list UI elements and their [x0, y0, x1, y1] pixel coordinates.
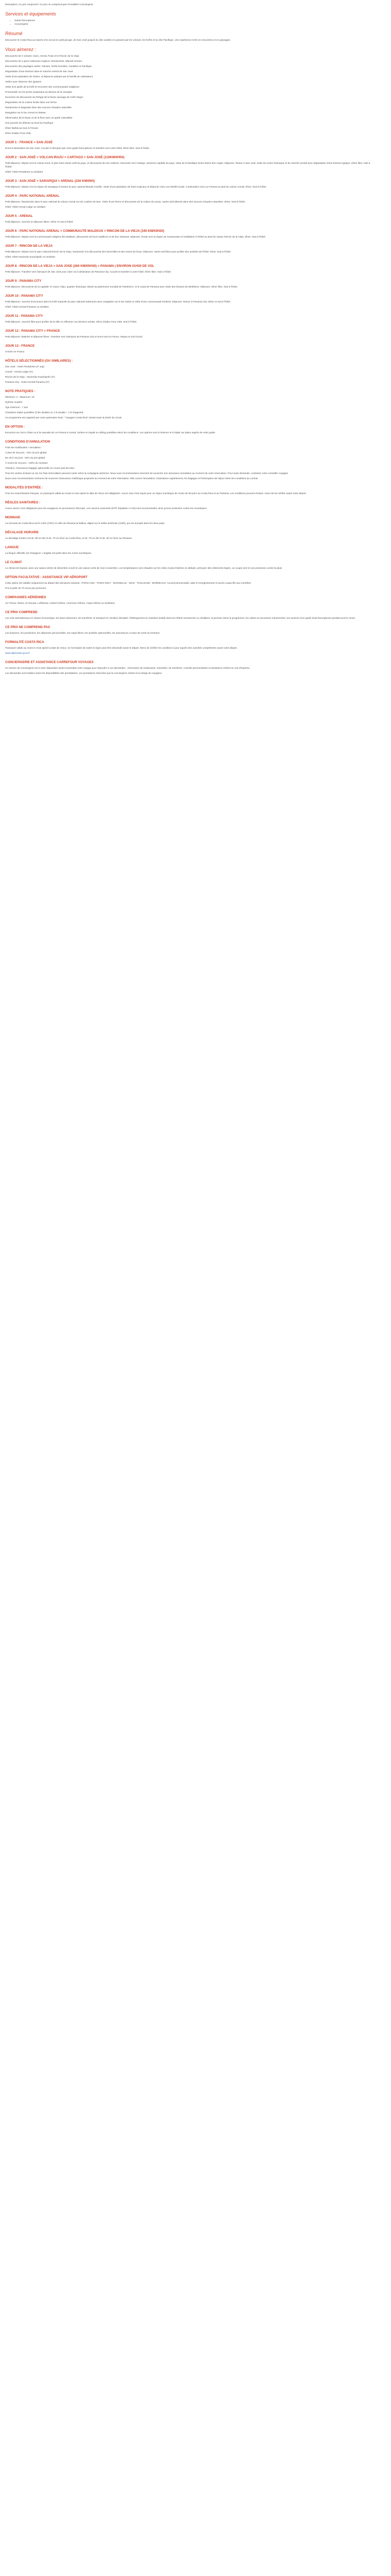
condition-item: Attention, l'assurance bagage optionnelle ne couvre pas les frais. [5, 467, 75, 469]
day-title: JOUR 12 : PANAMA CITY > FRANCE [5, 329, 60, 333]
formalities-link[interactable]: www.diplomatie.gouv.fr [5, 652, 30, 654]
program-item: Promenade sur les ponts suspendus au-dessus de la canopée [5, 91, 72, 93]
program-item: Découverte des paysages variés: Volcans, forêts humides, Caraïbes et Pacifique [5, 65, 92, 67]
day-text: Petit-déjeuner. Départ vers le parc national Rincón de la Vieja, randonnée à la découverte des fumerolles et des mares de boue. Déjeuner. Après-midi libre pour profiter des activités de l'hôtel. Dîner. Nuit à l'hôtel. [5, 250, 231, 253]
day-title: JOUR 1 : FRANCE > SAN JOSÉ [5, 141, 53, 144]
concierge-text-2: Les demandes sont traitées selon les disponibilités des prestataires. Les prestations réservées par la conciergerie restent à la charge du voyageur. [5, 672, 162, 674]
program-item: Dîner Barbecue tous à l'Ocean [5, 127, 38, 129]
hotel-item: Rincón de la Vieja : Hacienda Guachipelín (3*) [5, 376, 55, 378]
services-title: Services et équipements [5, 11, 56, 16]
day-title: JOUR 10 : PANAMA CITY [5, 294, 43, 298]
day-text: Envol à destination de San José. Accueil à l'aéroport par votre guide francophone et transfert vers votre hôtel. Dîner libre. Nuit à l'hôtel. [5, 147, 150, 149]
excludes-text: Les boissons, les pourboires, les dépenses personnelles, les repas libres, les activités optionnelles, les assurances, la taxe de sortie du territoire. [5, 632, 160, 634]
note-item: Âge minimum : 7 ans [5, 406, 28, 409]
program-title: Vous aimerez : [5, 47, 36, 52]
day-text: Petit-déjeuner. Journée d'excursion dans la forêt tropicale du parc national Soberanía avec navigation sur le lac Gatún et visite d'une communauté Emberá. Déjeuner. Retour à Panama City. Dîner et nuit à l'hôtel. [5, 300, 231, 303]
program-list [5, 54, 376, 135]
timezone-text: Le décalage horaire est de -8h en été et de -7h en hiver au Costa Rica, et de -7h en été et de -6h en hiver au Panama. [5, 537, 133, 539]
day-title: JOUR 11 : PANAMA CITY [5, 314, 43, 318]
day-text: Petit-déjeuner. Découverte de la capitale: le Casco Viejo, quartier historique classé au patrimoine mondial de l'UNESCO, et le canal de Panama avec visite des écluses de Miraflores. Déjeuner. Dîner libre. Nuit à l'hôtel. [5, 285, 238, 288]
day-text: Arrivée en France. [5, 350, 25, 353]
program-item: Une journée de détente au bord du Pacifique [5, 122, 54, 124]
formalities-text: Passeport valide au moins 6 mois après la date de retour. Un formulaire de santé en ligne peut être demandé avant le départ. Merci de vérifier les conditions à jour auprès des autorités compétentes avant votre départ. [5, 647, 237, 649]
program-item: Dîner d'adieu Pura Vida [5, 132, 31, 134]
days-section [5, 140, 376, 353]
day-hotel: Hôtel: Hôtel Arenal Lodge ou similaire [5, 206, 46, 208]
currency-title: MONNAIE [5, 516, 21, 519]
day-title: JOUR 7 : RINCON DE LA VIEJA [5, 244, 53, 248]
conditions-text: Pour les ventes incluant un vol, les frais d'annulation peuvent varier selon la compagnie aérienne. Nous vous recommandons vivement de souscrire une assurance annulation au moment de votre réservation. Pour toute demande, contactez votre conseiller voyages. [5, 472, 289, 474]
day-text: Petit-déjeuner. Journée et déjeuner libres. Dîner et nuit à l'hôtel. [5, 221, 74, 223]
hotel-item: Panama City : Hotel Central Panama (4*) [5, 381, 50, 383]
excludes-title: CE PRIX NE COMPREND PAS [5, 625, 50, 629]
timezone-title: DÉCALAGE HORAIRE [5, 531, 39, 534]
day-title: JOUR 2 : SAN JOSÉ > VOLCAN IRAZU > CARTAGO > SAN JOSÉ (110KM/0H50) [5, 156, 125, 159]
program-item: Visite d'un jardin de la forêt et rencontre des communautés indigènes [5, 86, 79, 88]
day-title: JOUR 6 : PARC NATIONAL ARENAL > COMMUNAUTÉ MALEKUS > RINCON DE LA VIEJA (195 KM/03H20) [5, 229, 165, 233]
formalities-title: FORMALITÉ COSTA RICA [5, 640, 44, 644]
language-title: LANGUE [5, 546, 19, 549]
note-item: Minimum: 2 - Maximum: 16 [5, 396, 35, 398]
hotels-list [5, 365, 376, 384]
resume-title: Résumé [5, 31, 23, 36]
hotels-title: HÔTELS SÉLECTIONNÉS (OU SIMILAIRES) : [5, 359, 73, 363]
program-item: Randonnée et baignade dans des sources chaudes naturelles [5, 106, 72, 109]
condition-item: À moins de 15 jours : 100% du montant [5, 462, 48, 464]
airport-text: Cette option est valable uniquement au départ des aéroports suivants : PARIS CDG - PARIS ORLY - MARSEILLE - NICE - TOULOUSE - BORDEAUX. Accueil personnalisé, aide à l'enregistrement et accès coupe-file aux contrôles. [5, 582, 252, 584]
program-item: Dégustation d'une boisson dans le marché central de San José [5, 70, 73, 73]
day-hotel: Hôtel: Hôtel Presidente ou similaire [5, 171, 43, 173]
day-text: Petit-déjeuner. Départ vers le volcan Irazú, le plus haut volcan actif du pays, et découverte de ses cratères. Descente vers Cartago, ancienne capitale du pays, visite de la basilique Notre-Dame des Anges. Déjeuner. Retour à San José, visite du centre historique et du marché central avec dégustation d'une boisson typique. Dîner libre. Nuit à l'hôtel. [5, 162, 370, 168]
conditions-list [5, 446, 376, 470]
condition-item: À plus de 30 jours : 15% du prix global [5, 451, 46, 454]
availability-title: MODALITÉS D'ENTRÉE : [5, 486, 43, 489]
health-text: Aucun vaccin n'est obligatoire pour les voyageurs en provenance d'Europe. Les vaccins universels (DTP, hépatites A et B) sont recommandés, ainsi qu'une protection contre les moustiques. [5, 507, 207, 510]
includes-text: Les vols internationaux en classe économique, les taxes aériennes, les transferts, le transport en minibus climatisé, l'hébergement en chambre double dans les hôtels mentionnés ou similaires, la pension selon le programme, les visites et excursions mentionnées, les services d'un guide local francophone pendant tout le circuit. [5, 617, 355, 619]
insurance-text: Nous vous recommandons vivement de souscrire l'assurance multirisque proposée au moment de votre réservation. Elle couvre l'annulation, l'assistance rapatriement, les bagages et l'interruption de séjour selon les conditions du contrat. [5, 477, 258, 480]
condition-item: De 30 à 15 jours : 50% du prix global [5, 456, 45, 459]
condition-item: Frais de modification / annulation : [5, 446, 42, 449]
day-text: Petit-déjeuner. Journée libre pour profiter de la ville ou effectuer vos derniers achats. Dîner d'adieu Pura Vida. Nuit à l'hôtel. [5, 320, 137, 323]
note-item: Rythme modéré [5, 401, 23, 403]
concierge-title: CONCIERGERIE ET ASSISTANCE CARREFOUR VOYAGES [5, 660, 94, 664]
service-item: • Guide francophone [14, 19, 376, 22]
day-text: Petit-déjeuner. Départ vers la communauté indigène des Malekus, découverte de leurs traditions et de leur artisanat. Déjeuner. Route vers la région du Guanacaste et installation à l'hôtel au pied du volcan Rincón de la Vieja. Dîner. Nuit à l'hôtel. [5, 235, 266, 238]
program-item: Découverte de 3 volcans: Irazú, Arenal, Poás et le Rincón de la Vieja [5, 55, 79, 57]
day-title: JOUR 8 : RINCON DE LA VIEJA > SAN JOSE (260 KM/05H30) > PANAMA | ENVIRON 01H30 DE VOL [5, 264, 155, 268]
day-title: JOUR 4 : PARC NATIONAL ARENAL [5, 194, 60, 198]
currency-text: La monnaie du Costa Rica est le colón (CRC) et celle du Panama le balboa, aligné sur le dollar américain (USD), qui est accepté dans les deux pays. [5, 522, 166, 524]
day-text: Petit-déjeuner. Randonnée dans le parc national du volcan Arenal sur les coulées de lave. Visite d'une ferme et découverte de la culture du cacao. Après-midi détente dans des sources chaudes naturelles. Dîner. Nuit à l'hôtel. [5, 200, 246, 203]
program-item: Visite d'une plantation de mixtes, et déjeuner préparé par la famille de cultivateurs [5, 75, 93, 78]
day-title: JOUR 5 : ARENAL [5, 214, 33, 218]
page [0, 0, 381, 687]
services-list [5, 19, 376, 26]
hotel-item: Arenal : Arenal Lodge (3*) [5, 370, 33, 373]
includes-title: CE PRIX COMPREND [5, 611, 38, 614]
airlines-title: COMPAGNIES AÉRIENNES [5, 596, 46, 599]
airport-title: OPTION FACULTATIVE : ASSISTANCE VIP AÉROPORT [5, 575, 88, 579]
availability-text: Pour les ressortissants français, un passeport valide au moins 6 mois après la date de retour est obligatoire. Aucun visa n'est requis pour un séjour touristique de moins de 90 jours au Costa Rica et au Panama. Les conditions peuvent évoluer, merci de les vérifier avant votre départ. [5, 492, 307, 495]
day-title: JOUR 3 : SAN JOSÉ > SARAPIQUI > ARENAL (230 KM/05H) [5, 179, 95, 183]
day-text: Petit-déjeuner. Matinée et déjeuner libres. Transfert vers l'aéroport de Panama City et envol vers la France. Repas et nuit à bord. [5, 335, 143, 338]
language-text: La langue officielle est l'espagnol. L'anglais est parlé dans les zones touristiques. [5, 552, 92, 554]
conditions-title: CONDITIONS D'ANNULATION [5, 440, 50, 444]
health-title: RÈGLES SANITAIRES : [5, 501, 40, 504]
note-item: Ce programme est organisé par notre partenaire local : "Voyages Costa Rica" durant toute la durée du circuit. [5, 416, 122, 419]
notes-list [5, 395, 376, 419]
airport-price: Prix à partir de 70 euros par personne. [5, 587, 47, 589]
program-item: Navigation sur le lac Arenal en bateau [5, 111, 46, 114]
day-hotel: Hôtel: Hôtel Hacienda Guachipelín ou similaire [5, 256, 55, 258]
resume-text: Découvrez le Costa Rica au travers d'un circuit en petit groupe, de San José jusqu'à la côte caraïbe en passant par les volcans, les forêts et la côte Pacifique. Une expérience riche en rencontres et en paysages. [5, 39, 231, 41]
program-item: Observation de la faune et de la flore avec un guide naturaliste [5, 116, 73, 119]
day-hotel: Hôtel: Hôtel Central Panama ou similaire [5, 306, 49, 308]
day-title: JOUR 9 : PANAMA CITY [5, 279, 42, 283]
intro-text: Description: Ce prix comprend / Ce prix ne comprend pas Formalités Conciergerie [5, 3, 93, 6]
airlines-text: Air France, Iberia, Air Europa, Lufthansa, United Airlines, American Airlines, Copa Airlines ou similaires. [5, 602, 116, 604]
notes-title: NOTE PRATIQUES : [5, 389, 36, 393]
note-item: Chambres triples possibles (2 lits doubles ou 1 lit double + 1 lit d'appoint) [5, 411, 84, 414]
program-item: Découverte de 2 parcs nationaux majeurs: Monteverde, Manuel Antonio [5, 60, 83, 62]
options-text: Excursion au Cerro Chato ou à la cascade de La Fortuna à Arenal. Sorties en kayak ou rafting possibles selon les conditions. Les options sont à réserver et à régler sur place auprès de votre guide. [5, 431, 216, 434]
options-title: EN OPTION : [5, 425, 25, 429]
service-item: • Conciergerie [14, 22, 376, 26]
program-item: Atelier pour observer des iguanes [5, 80, 42, 83]
program-item: Dégustation de la cuisine locale dans une ferme [5, 101, 57, 104]
day-text: Petit-déjeuner. Transfert vers l'aéroport de San José pour votre vol à destination de Panama City. Accueil et transfert à votre hôtel. Dîner libre. Nuit à l'hôtel. [5, 270, 172, 273]
hotel-item: San José : Hotel Presidente (3* sup) [5, 365, 44, 368]
concierge-text: Un service de conciergerie est à votre disposition avant et pendant votre voyage pour répondre à vos demandes : réservation de restaurants, d'activités, de transferts, conseils personnalisés et assistance 24h/24 en cas d'imprévu. [5, 667, 250, 669]
day-title: JOUR 13 : FRANCE [5, 344, 35, 348]
climate-title: LE CLIMAT [5, 561, 22, 564]
day-text: Petit-déjeuner. Départ vers la région de Sarapiquí à travers le parc national Braulio Carrillo. Visite d'une plantation de fruits tropicaux et déjeuner chez une famille locale. Continuation vers La Fortuna au pied du volcan Arenal. Dîner. Nuit à l'hôtel. [5, 185, 267, 188]
program-item: Excursion de découverte du Refuge de la faune sauvage de Caño Negro [5, 96, 84, 98]
climate-text: Le climat est tropical, avec une saison sèche de décembre à avril et une saison verte de mai à novembre. Les températures sont chaudes sur les côtes et plus fraîches en altitude, prévoyez des vêtements légers, un coupe-vent et une protection contre la pluie. [5, 567, 283, 569]
